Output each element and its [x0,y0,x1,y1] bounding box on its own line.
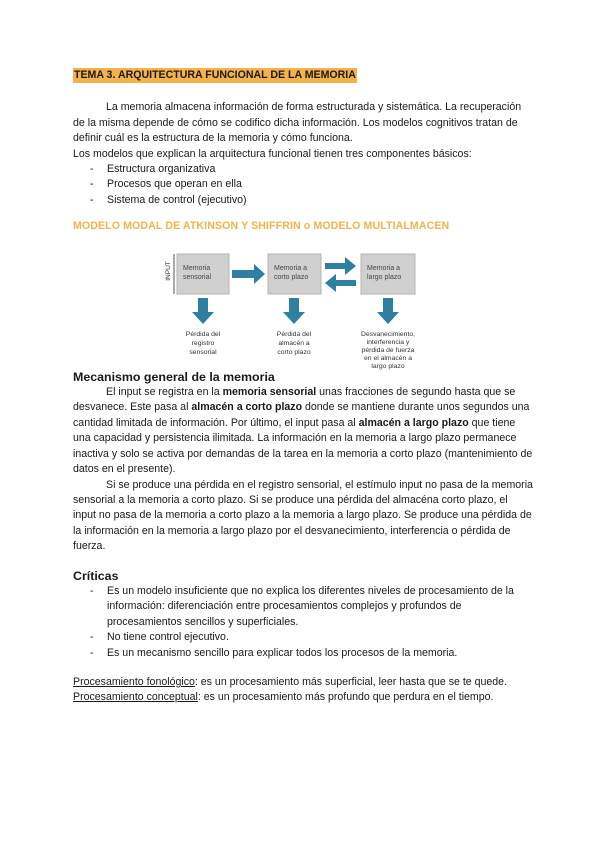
short-term-memory-label-line1: Memoria a [274,264,308,272]
text-run: donde se mantiene durante unos segundos una cantidad limitada de información. Por último, el input pasa al [73,401,530,429]
mechanism-heading: Mecanismo general de la memoria [73,369,275,384]
conceptual-processing [73,690,533,705]
arrow-long-to-short [325,274,356,292]
long-term-memory-label-line1: Memoria a [367,264,401,272]
loss2-line3: corto plazo [277,348,311,356]
phonological-label: Procesamiento fonológico [73,675,195,688]
loss3-line4: en el almacén a [364,354,412,362]
page-title: TEMA 3. ARQUITECTURA FUNCIONAL DE LA MEMORIA [73,68,357,83]
text-run: que tiene una capacidad y persistencia ilimitada. La información en la memoria a largo plazo permanece inactiva y solo se activa por demandas de la tarea en la memoria a corto plazo (mantenimiento de datos en el presente). [73,416,533,476]
components-list [73,162,533,208]
loss3-line2: interferencia y [366,338,410,346]
list-item: - No tiene control ejecutivo. [73,630,533,645]
criticas-list [73,584,533,661]
phonological-processing [73,675,533,690]
list-item: - Es un modelo insuficiente que no explica los diferentes niveles de procesamiento de la información: diferenciación entre procesamientos complejos y profundos de procesamientos sencillos y superficiales. [73,584,533,630]
intro-paragraph: La memoria almacena información de forma estructurada y sistemática. La recuperación de la misma depende de cómo se codifico dicha información. Los modelos cognitivos tratan de definir cuál es la estructura de la memoria y cómo funciona. [73,101,522,145]
atkinson-shiffrin-diagram [73,244,533,370]
criticas-heading: Críticas [73,568,119,583]
loss1-line3: sensorial [189,348,217,356]
list-item: - Es un mecanismo sencillo para explicar todos los procesos de la memoria. [73,646,533,661]
text-run: unas fracciones de segundo hasta que se desvanece. Este pasa al [73,386,516,414]
long-term-memory-label-line2: largo plazo [367,273,402,281]
list-item: - Sistema de control (ejecutivo) [73,193,533,208]
mechanism-paragraph-1 [73,385,533,477]
input-label: INPUT [165,260,172,281]
text-bold: almacén a largo plazo [358,416,469,429]
short-term-memory-label-line2: corto plazo [274,273,309,281]
document-page [73,68,533,706]
conceptual-text: : es un procesamiento más profundo que perdura en el tiempo. [197,691,494,704]
phonological-text: : es un procesamiento más superficial, leer hasta que se te quede. [194,675,508,688]
loss3-line3: pérdida de fuerza [361,346,415,354]
text-bold: almacén a corto plazo [191,401,303,414]
loss1-line1: Pérdida del [185,330,221,338]
loss3-line5: largo plazo [371,362,405,370]
conceptual-label: Procesamiento conceptual [73,691,198,704]
arrow-down-2 [283,298,305,324]
sensory-memory-label-line1: Memoria [183,264,211,272]
list-item: - Procesos que operan en ella [73,177,533,192]
arrow-sensory-to-short [232,264,265,284]
loss2-line1: Pérdida del [276,330,312,338]
loss2-line2: almacén a [278,339,310,347]
text-bold: memoria sensorial [222,386,317,399]
mechanism-paragraph-2: Si se produce una pérdida en el registro sensorial, el estímulo input no pasa de la memoria sensorial a la memoria a corto plazo. Si se produce una pérdida del almacéna corto plazo, el input no pasa de la memoria a corto plazo a la memoria a largo plazo. Se produce una pérdida de la información en la memoria a largo plazo por el desvanecimiento, interferencia o pérdida de fuerza. [73,478,533,553]
loss1-line2: registro [191,339,215,347]
text-run: El input se registra en la [106,386,223,399]
intro-components-sentence: Los modelos que explican la arquitectura funcional tienen tres componentes básicos: [73,147,472,160]
model-title: MODELO MODAL DE ATKINSON Y SHIFFRIN o MODELO MULTIALMACEN [73,220,450,233]
loss3-line1: Desvanecimiento, [360,330,416,338]
arrow-down-1 [192,298,214,324]
arrow-down-3 [377,298,399,324]
sensory-memory-label-line2: sensorial [183,273,212,281]
list-item: - Estructura organizativa [73,162,533,177]
arrow-short-to-long [325,257,356,275]
